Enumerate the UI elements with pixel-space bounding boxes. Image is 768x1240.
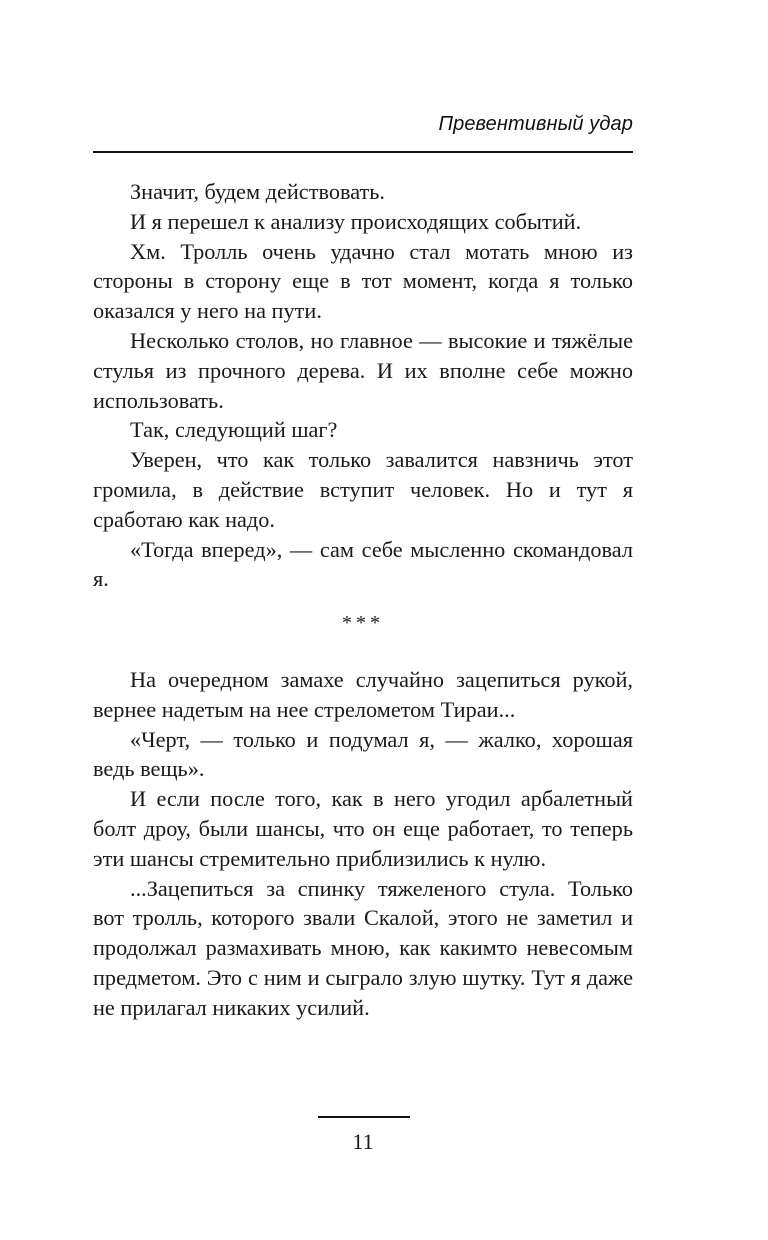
scene-break: ***: [342, 612, 384, 635]
book-page: [93, 0, 633, 1240]
paragraph: На очередном замахе случайно зацепиться рукой, вернее надетым на нее стрелометом Тираи...: [93, 666, 633, 722]
paragraph: ...Зацепиться за спинку тяжеленого стула. Только вот тролль, которого звали Скалой, этого не заметил и продолжал размахивать мною, как какимто невесомым предметом. Это с ним и сыграло злую шутку. Тут я даже не прилагал никаких усилий.: [93, 875, 633, 1020]
paragraph: Хм. Тролль очень удачно стал мотать мною из стороны в сторону еще в тот момент, когда я только оказался у него на пути.: [93, 238, 633, 324]
page-number: 11: [352, 1129, 374, 1154]
paragraph: «Тогда вперед», — сам себе мысленно скомандовал я.: [93, 536, 633, 592]
paragraph: И я перешел к анализу происходящих событий.: [130, 208, 582, 234]
paragraph: Значит, будем действовать.: [130, 179, 386, 204]
paragraph: Несколько столов, но главное — высокие и тяжёлые стулья из прочного дерева. И их вполне себе можно использовать.: [93, 327, 633, 413]
running-head: Превентивный удар: [438, 113, 633, 135]
header-rule: [93, 151, 633, 153]
paragraph: И если после того, как в него угодил арбалетный болт дроу, были шансы, что он еще работает, то теперь эти шансы стремительно приблизились к нулю.: [93, 786, 633, 871]
paragraph: Так, следующий шаг?: [130, 417, 338, 443]
paragraph: «Черт, — только и подумал я, — жалко, хорошая ведь вещь».: [93, 726, 633, 782]
body-text: [93, 177, 633, 1023]
footer-rule: [318, 1116, 410, 1118]
paragraph: Уверен, что как только завалится навзничь этот громила, в действие вступит человек. Но и тут я сработаю как надо.: [93, 447, 633, 532]
